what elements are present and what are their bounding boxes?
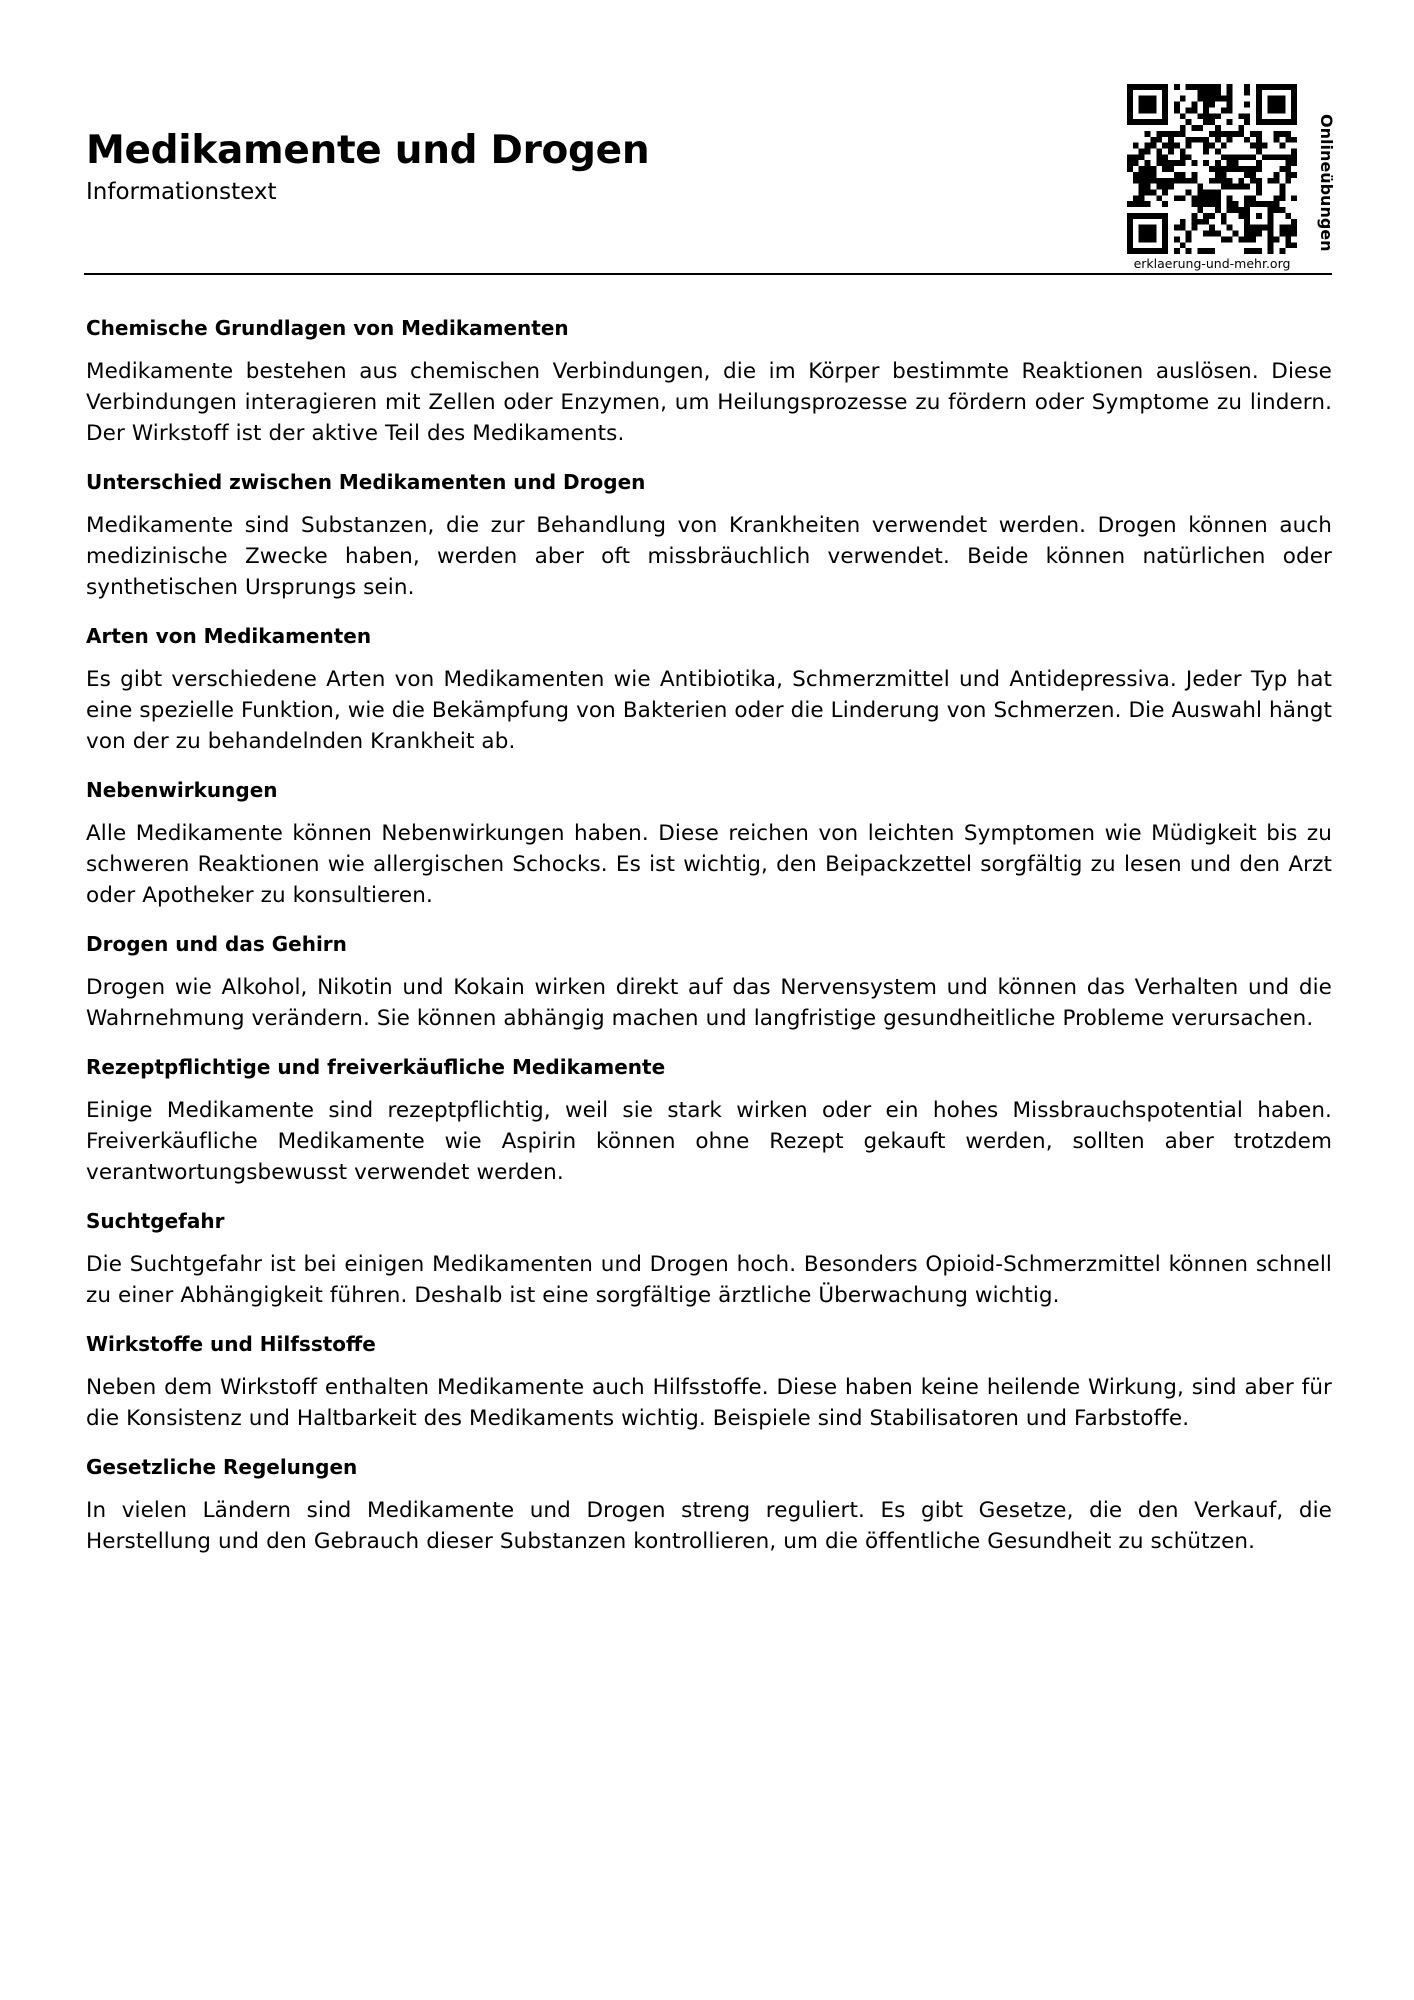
qr-code-icon[interactable] (1127, 84, 1297, 254)
section-heading: Arten von Medikamenten (86, 624, 372, 648)
section (86, 1051, 1332, 1188)
section-heading: Gesetzliche Regelungen (86, 1455, 358, 1479)
section (86, 620, 1332, 757)
section-text: Neben dem Wirkstoff enthalten Medikamente auch Hilfsstoffe. Diese haben keine heilende Wirkung, sind aber für die Konsistenz und Haltbarkeit des Medikaments wichtig. Beispiele sind Stabilisatoren und Farbstoffe. (86, 1375, 1332, 1431)
section-text: Drogen wie Alkohol, Nikotin und Kokain wirken direkt auf das Nervensystem und können das Verhalten und die Wahrnehmung verändern. Sie können abhängig machen und langfristige gesundheitliche Probleme verursachen. (86, 975, 1332, 1031)
section-text: Medikamente sind Substanzen, die zur Behandlung von Krankheiten verwendet werden. Drogen können auch medizinische Zwecke haben, werden aber oft missbräuchlich verwendet. Beide können natürlichen oder synthetischen Ursprungs sein. (86, 513, 1332, 600)
document-header (86, 128, 649, 205)
document-body (86, 312, 1332, 1574)
section (86, 1205, 1332, 1311)
section-text: Einige Medikamente sind rezeptpflichtig, weil sie stark wirken oder ein hohes Missbrauchspotential haben. Freiverkäufliche Medikamente wie Aspirin können ohne Rezept gekauft werden, sollten aber trotzdem verantwortungsbewusst verwendet werden. (86, 1098, 1332, 1185)
section-text: In vielen Ländern sind Medikamente und Drogen streng reguliert. Es gibt Gesetze, die den Verkauf, die Herstellung und den Gebrauch dieser Substanzen kontrollieren, um die öffentliche Gesundheit zu schützen. (86, 1498, 1332, 1554)
header-divider (84, 273, 1332, 275)
section-text: Alle Medikamente können Nebenwirkungen haben. Diese reichen von leichten Symptomen wie Müdigkeit bis zu schweren Reaktionen wie allergischen Schocks. Es ist wichtig, den Beipackzettel sorgfältig zu lesen und den Arzt oder Apotheker zu konsultieren. (86, 821, 1332, 908)
section-heading: Chemische Grundlagen von Medikamenten (86, 316, 569, 340)
section-heading: Wirkstoffe und Hilfsstoffe (86, 1332, 376, 1356)
document-title: Medikamente und Drogen (86, 128, 650, 173)
section-text: Die Suchtgefahr ist bei einigen Medikamenten und Drogen hoch. Besonders Opioid-Schmerzmittel können schnell zu einer Abhängigkeit führen. Deshalb ist eine sorgfältige ärztliche Überwachung wichtig. (86, 1252, 1332, 1308)
section (86, 1328, 1332, 1434)
section (86, 774, 1332, 911)
section-heading: Drogen und das Gehirn (86, 932, 347, 956)
section (86, 1451, 1332, 1557)
section-heading: Nebenwirkungen (86, 778, 278, 802)
section (86, 466, 1332, 603)
section-heading: Suchtgefahr (86, 1209, 225, 1233)
qr-url[interactable]: erklaerung-und-mehr.org (1133, 256, 1291, 271)
document-subtitle: Informationstext (86, 178, 277, 205)
section (86, 312, 1332, 449)
section-heading: Unterschied zwischen Medikamenten und Drogen (86, 470, 646, 494)
section-text: Es gibt verschiedene Arten von Medikamenten wie Antibiotika, Schmerzmittel und Antidepressiva. Jeder Typ hat eine spezielle Funktion, wie die Bekämpfung von Bakterien oder die Linderung von Schmerzen. Die Auswahl hängt von der zu behandelnden Krankheit ab. (86, 667, 1332, 754)
section-text: Medikamente bestehen aus chemischen Verbindungen, die im Körper bestimmte Reaktionen auslösen. Diese Verbindungen interagieren mit Zellen oder Enzymen, um Heilungsprozesse zu fördern oder Symptome zu lindern. Der Wirkstoff ist der aktive Teil des Medikaments. (86, 359, 1332, 446)
section (86, 928, 1332, 1034)
section-heading: Rezeptpflichtige und freiverkäufliche Medikamente (86, 1055, 666, 1079)
qr-block[interactable] (1122, 84, 1340, 270)
qr-side-label: Onlineübungen (1317, 114, 1336, 252)
